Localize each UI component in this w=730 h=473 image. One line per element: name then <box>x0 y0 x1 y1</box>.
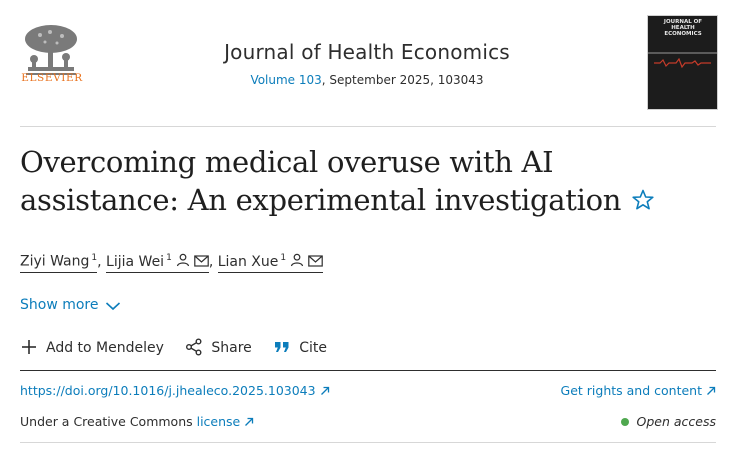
author-separator: , <box>208 254 218 270</box>
share-icon <box>185 338 203 356</box>
article-actions <box>20 338 344 356</box>
show-more-label: Show more <box>20 297 99 313</box>
footer-divider <box>20 442 716 443</box>
cite-button[interactable] <box>273 338 327 356</box>
add-to-mendeley-button[interactable] <box>20 338 164 356</box>
author-link[interactable] <box>106 253 209 273</box>
license-prefix: Under a Creative Commons <box>20 414 197 429</box>
article-title <box>20 143 720 219</box>
mail-icon <box>308 255 323 267</box>
publisher-name: ELSEVIER <box>21 72 83 84</box>
person-icon <box>176 253 190 267</box>
share-button[interactable] <box>185 338 251 356</box>
external-link-icon <box>320 386 330 396</box>
journal-meta <box>140 73 594 87</box>
cite-label: Cite <box>299 340 328 356</box>
cover-title: JOURNAL OF HEALTH ECONOMICS <box>663 19 703 37</box>
open-access-badge <box>621 414 716 429</box>
license-link[interactable]: license <box>196 414 241 429</box>
quote-icon <box>273 338 291 356</box>
author-name: Lijia Wei <box>106 254 165 270</box>
author-link[interactable] <box>20 253 97 273</box>
rights-text: Get rights and content <box>560 383 702 398</box>
actions-divider <box>20 370 716 371</box>
header-divider <box>20 126 716 127</box>
author-affiliation: 1 <box>280 253 287 264</box>
open-access-dot-icon <box>621 418 629 426</box>
journal-header <box>20 14 716 126</box>
author-list <box>20 253 323 273</box>
journal-info <box>140 40 594 87</box>
cover-graphic <box>654 58 711 68</box>
article-title-text: Overcoming medical overuse with AI assistance: An experimental investigation <box>20 145 622 217</box>
volume-link[interactable]: Volume 103 <box>250 73 322 87</box>
open-access-label: Open access <box>636 414 716 429</box>
author-separator: , <box>97 254 107 270</box>
author-affiliation: 1 <box>91 253 98 264</box>
mail-icon <box>194 255 209 267</box>
journal-title[interactable]: Journal of Health Economics <box>224 40 510 64</box>
show-more-button[interactable] <box>20 297 121 313</box>
plus-icon <box>20 338 38 356</box>
star-icon[interactable] <box>631 188 655 212</box>
license-info <box>20 414 254 429</box>
author-affiliation: 1 <box>166 253 172 264</box>
author-name: Ziyi Wang <box>20 254 90 270</box>
issue-info: , September 2025, 103043 <box>321 73 484 87</box>
author-link[interactable] <box>218 253 323 273</box>
chevron-down-icon <box>105 301 121 311</box>
external-link-icon <box>244 417 254 427</box>
external-link-icon <box>706 386 716 396</box>
get-rights-link[interactable] <box>561 383 716 398</box>
cover-divider <box>648 52 717 54</box>
share-label: Share <box>211 340 252 356</box>
person-icon <box>290 253 304 267</box>
author-name: Lian Xue <box>217 254 279 270</box>
journal-cover-image[interactable] <box>647 15 718 110</box>
doi-link[interactable] <box>20 383 330 398</box>
doi-text: https://doi.org/10.1016/j.jhealeco.2025.103043 <box>20 383 316 398</box>
mendeley-label: Add to Mendeley <box>46 340 164 356</box>
